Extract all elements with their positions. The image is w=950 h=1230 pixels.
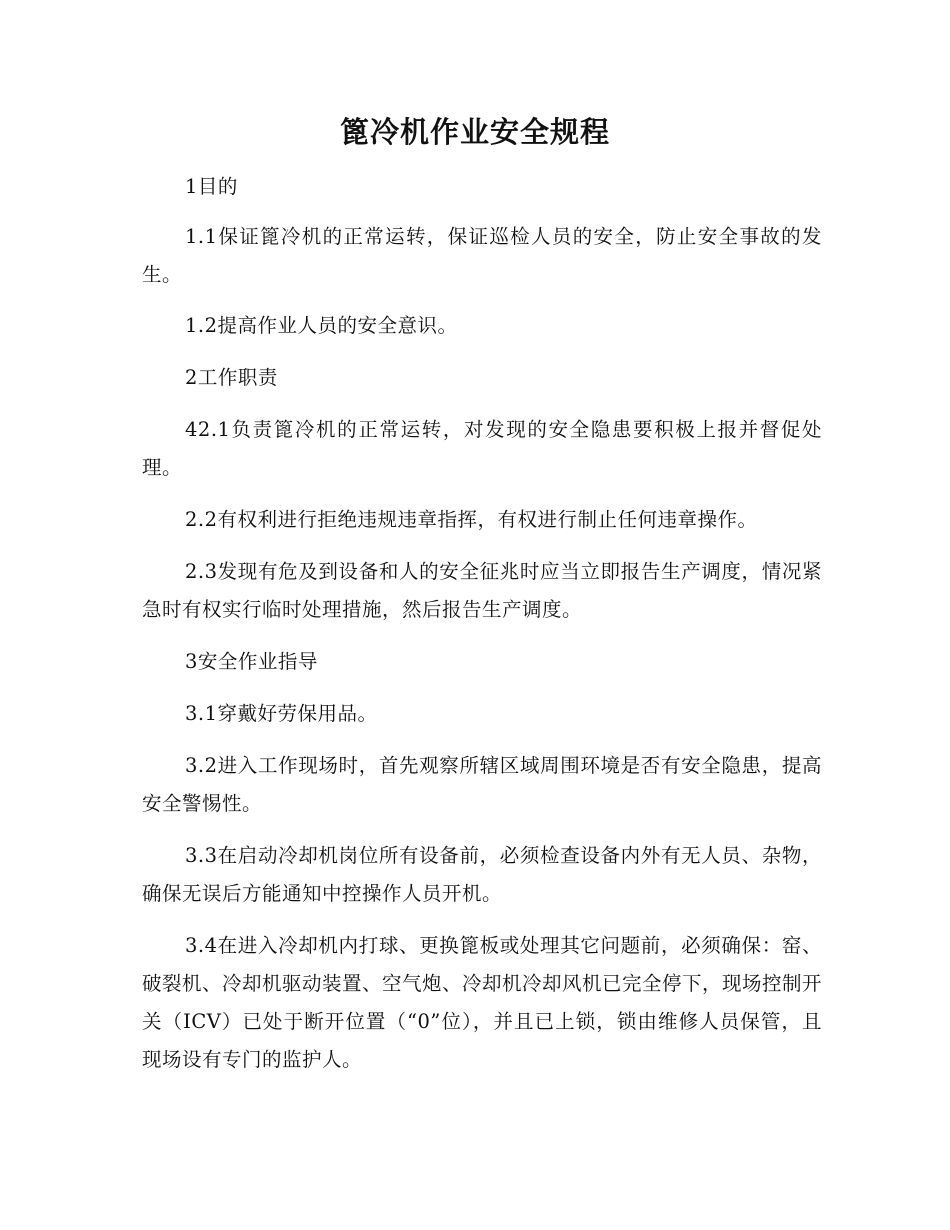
section-heading-guidance: 3安全作业指导 <box>185 650 318 673</box>
paragraph-2-2: 2.2有权利进行拒绝违规违章指挥，有权进行制止任何违章操作。 <box>185 508 758 531</box>
paragraph-3-3: 3.3在启动冷却机岗位所有设备前，必须检查设备内外有无人员、杂物，确保无误后方能通知中控操作人员开机。 <box>142 844 822 905</box>
paragraph-3-1: 3.1穿戴好劳保用品。 <box>185 702 378 725</box>
paragraph-2-3: 2.3发现有危及到设备和人的安全征兆时应当立即报告生产调度，情况紧急时有权实行临时处理措施，然后报告生产调度。 <box>142 560 822 621</box>
paragraph-2-1: 42.1负责篦冷机的正常运转，对发现的安全隐患要积极上报并督促处理。 <box>142 418 822 479</box>
paragraph-1-2: 1.2提高作业人员的安全意识。 <box>185 314 458 337</box>
paragraph-1-1: 1.1保证篦冷机的正常运转，保证巡检人员的安全，防止安全事故的发生。 <box>142 225 822 286</box>
paragraph-3-4: 3.4在进入冷却机内打球、更换篦板或处理其它问题前，必须确保：窑、破裂机、冷却机驱动装置、空气炮、冷却机冷却风机已完全停下，现场控制开关（ICV）已处于断开位置（“0”位），并且已上锁，锁由维修人员保管，且现场设有专门的监护人。 <box>142 934 823 1071</box>
document-title: 篦冷机作业安全规程 <box>339 115 610 149</box>
section-heading-duties: 2工作职责 <box>185 366 278 389</box>
paragraph-3-2: 3.2进入工作现场时，首先观察所辖区域周围环境是否有安全隐患，提高安全警惕性。 <box>142 754 822 815</box>
section-heading-purpose: 1目的 <box>185 175 238 198</box>
